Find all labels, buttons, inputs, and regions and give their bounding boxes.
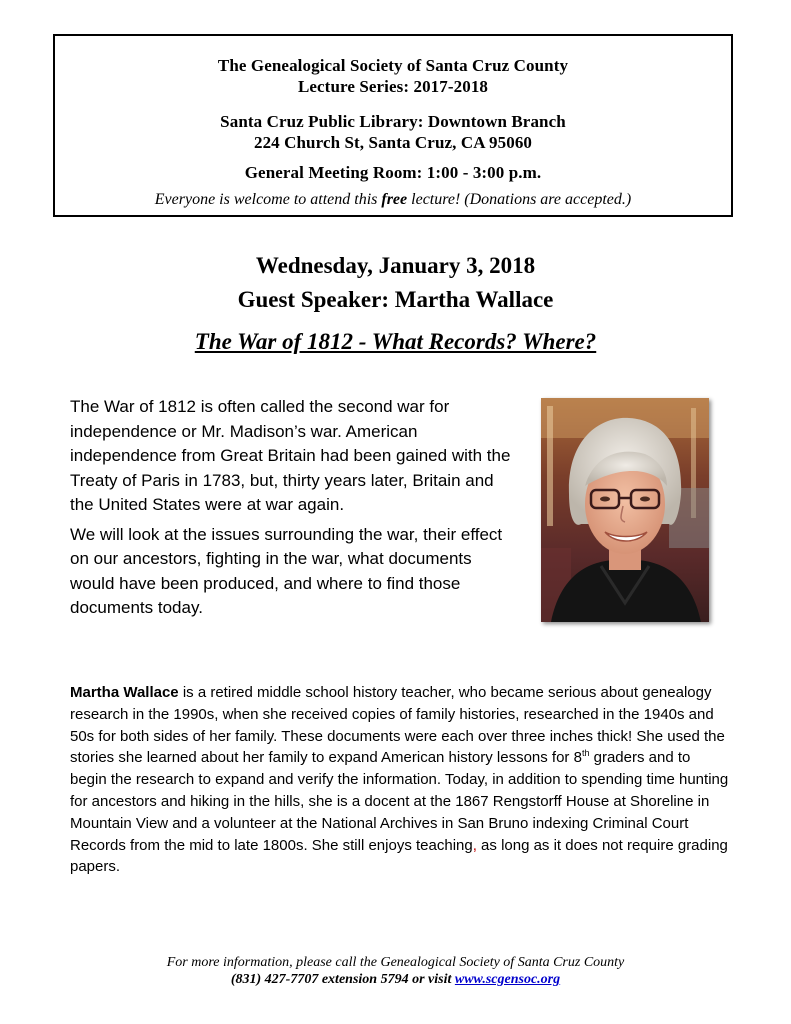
abstract-paragraph-1: The War of 1812 is often called the second war for independence or Mr. Madison’s war. American independence from Great Britain had been gained with the Treaty of Paris in 1783, but, thirty years later, Britain and the United States were at war again. <box>70 397 511 514</box>
org-name: The Genealogical Society of Santa Cruz County <box>217 56 569 75</box>
ordinal-suffix: th <box>581 748 590 759</box>
speaker-bio: Martha Wallace is a retired middle school history teacher, who became serious about genealogy research in the 1990s, when she received copies of family histories, researched in the 1940s and 50s for both sides of her family. These documents were each over three inches thick! She used the stories she learned about her family to expand American history lessons for 8th graders and to begin the research to expand and verify the information. Today, in addition to spending time hunting for ancestors and hiking in the hills, she is a docent at the 1867 Rengstorff House at Shoreline in Mountain View and a volunteer at the National Archives in San Bruno indexing Criminal Court Records from the mid to late 1800s. She still enjoys teaching, as long as it does not require grading papers. <box>70 684 729 876</box>
room-time: General Meeting Room: 1:00 - 3:00 p.m. <box>244 163 542 182</box>
event-date: Wednesday, January 3, 2018 <box>255 253 536 278</box>
free-emphasis: free <box>381 191 408 208</box>
guest-speaker: Guest Speaker: Martha Wallace <box>237 287 554 312</box>
venue-name: Santa Cruz Public Library: Downtown Branch <box>220 112 566 131</box>
abstract-paragraph-2: We will look at the issues surrounding the war, their effect on our ancestors, fighting in the war, what documents would have been produced, and where to find those documents today. <box>70 524 503 617</box>
footer-contact <box>0 954 791 988</box>
venue-address: 224 Church St, Santa Cruz, CA 95060 <box>253 133 533 152</box>
speaker-photo <box>541 398 709 622</box>
lecture-title: The War of 1812 - What Records? Where? <box>194 329 597 354</box>
welcome-note: Everyone is welcome to attend this free lecture! (Donations are accepted.) <box>154 191 632 208</box>
red-comma: , <box>472 836 477 854</box>
lecture-abstract <box>70 395 512 626</box>
footer-line-2: (831) 427-7707 extension 5794 or visit www.scgensoc.org <box>230 972 561 987</box>
website-link[interactable]: www.scgensoc.org <box>454 972 561 987</box>
bio-speaker-name: Martha Wallace <box>70 684 179 701</box>
lecture-info-box <box>53 34 733 217</box>
footer-line-1: For more information, please call the Genealogical Society of Santa Cruz County <box>166 955 625 970</box>
speaker-portrait-image <box>541 398 709 622</box>
lecture-series: Lecture Series: 2017-2018 <box>297 77 489 96</box>
